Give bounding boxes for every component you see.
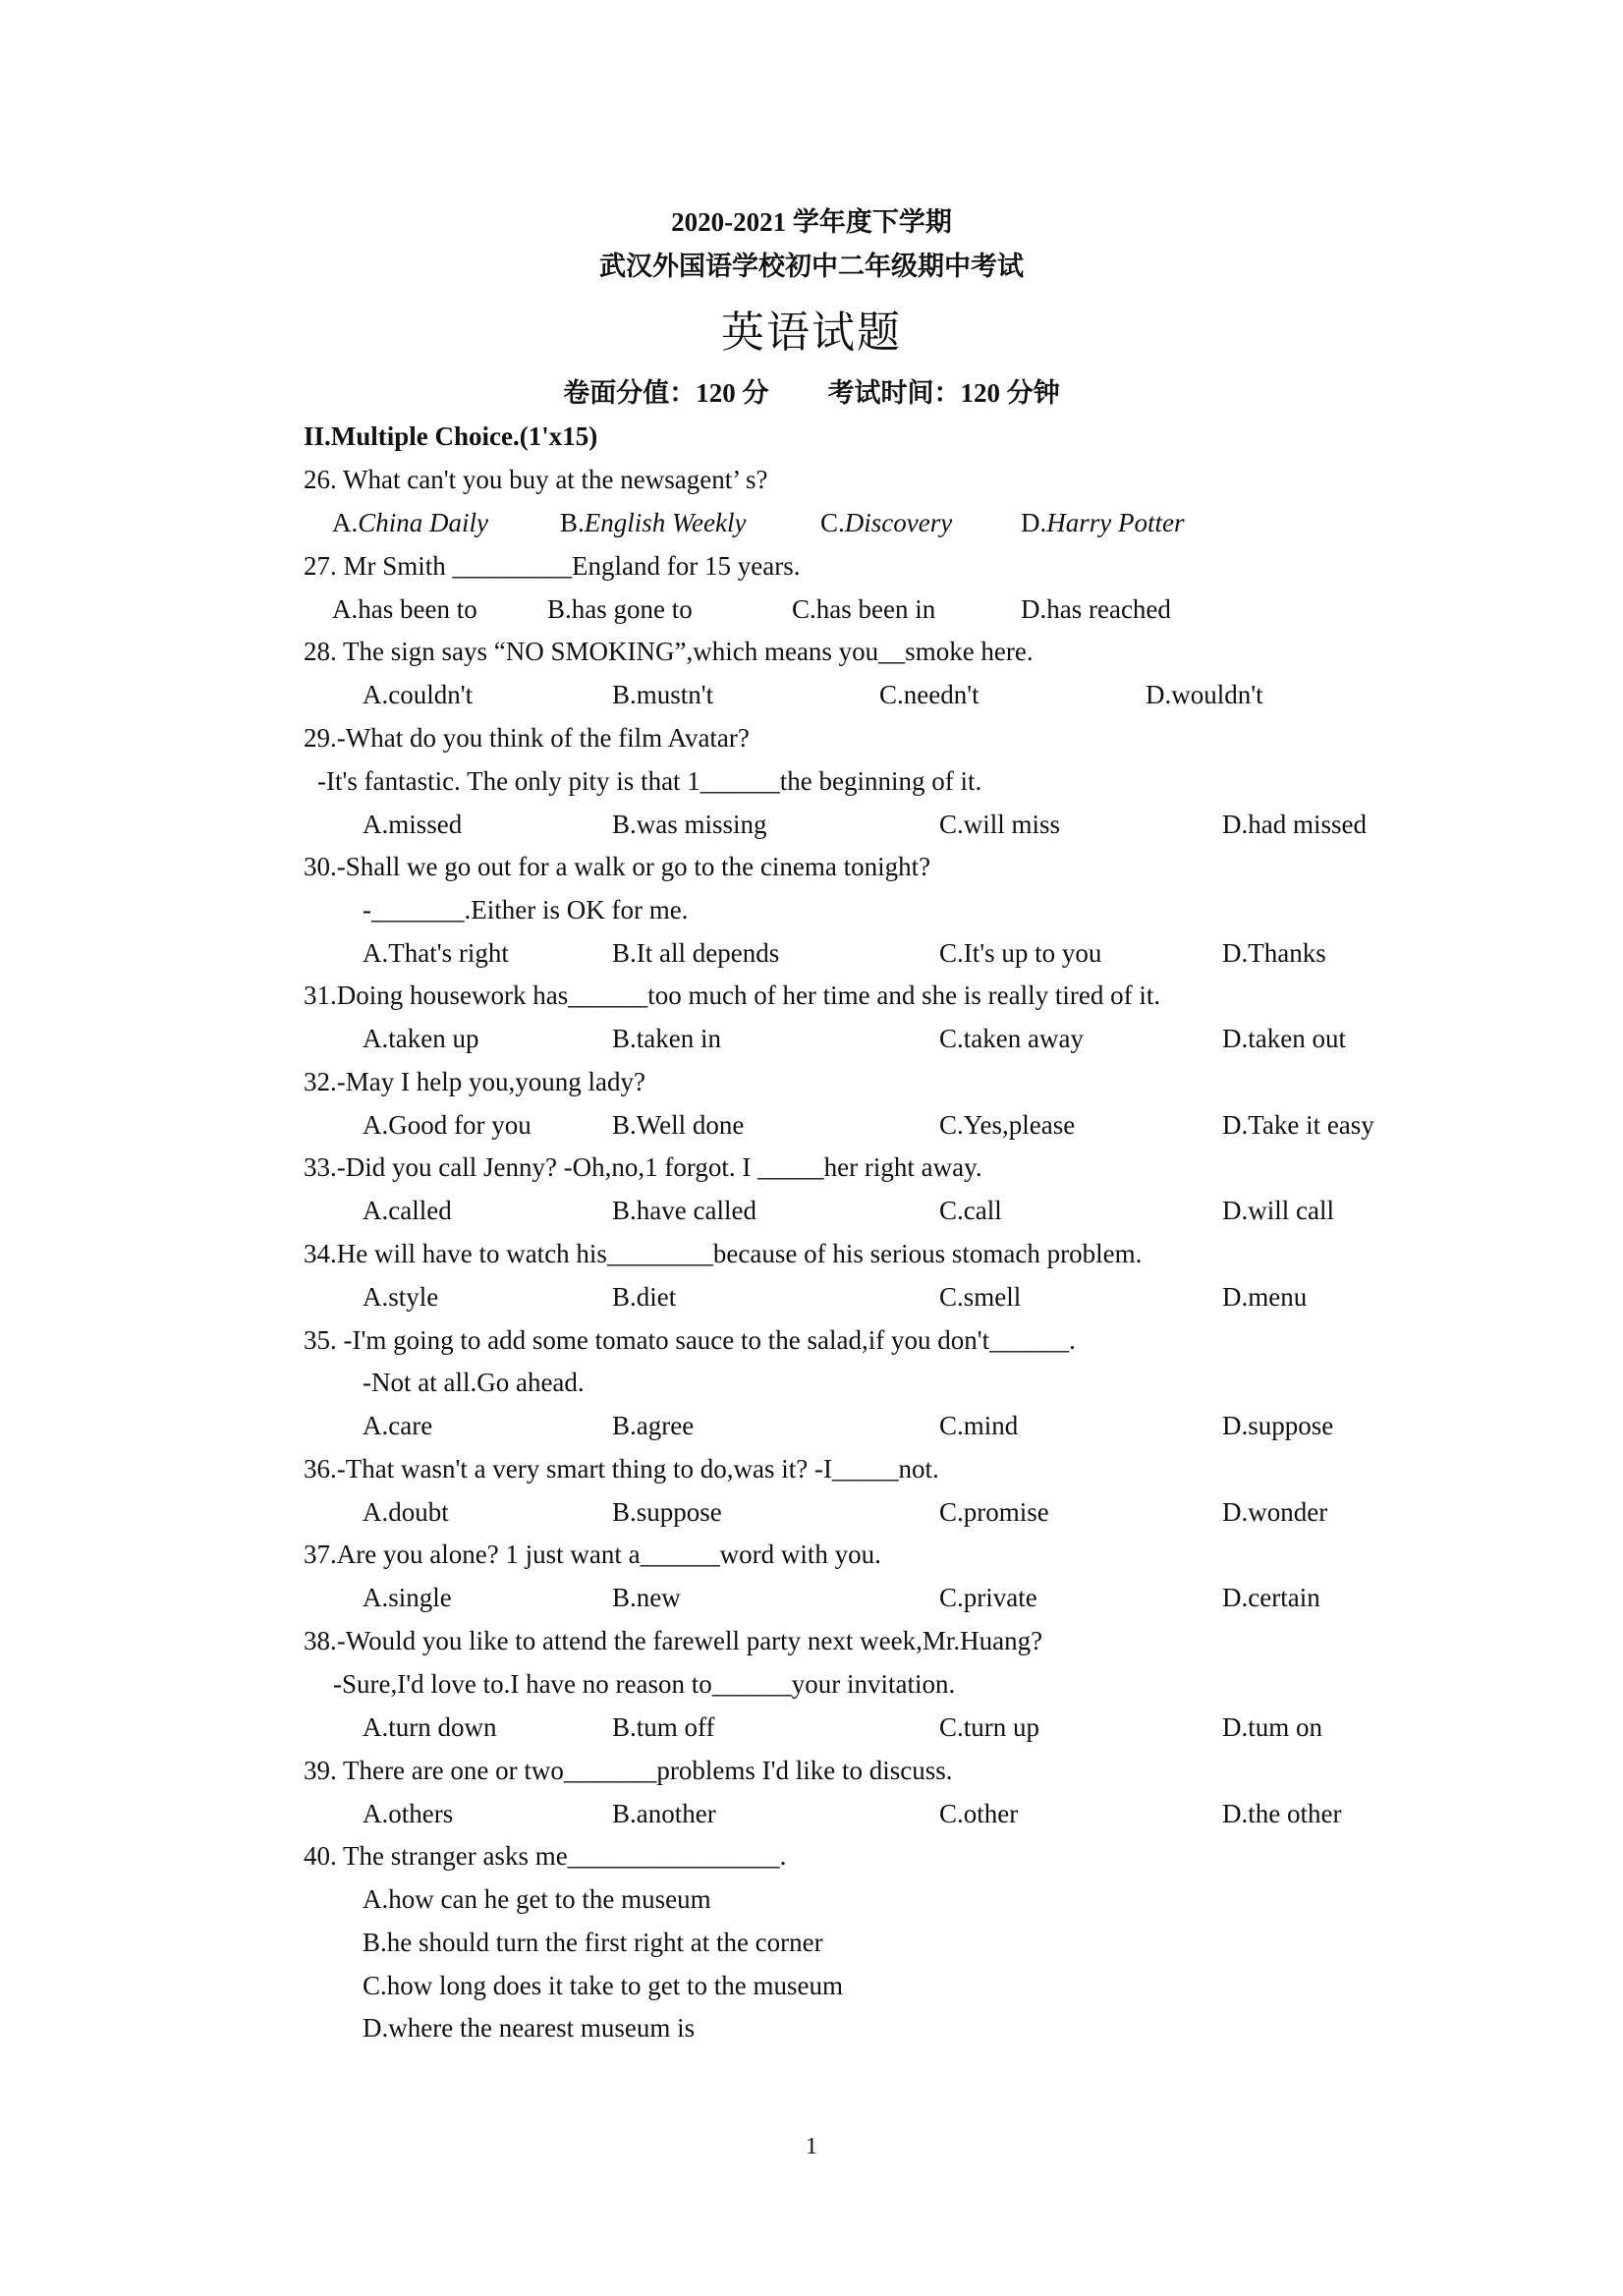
answer-option: D.wonder — [1222, 1497, 1328, 1527]
answer-option: B.diet — [612, 1282, 677, 1312]
answer-option: A.style — [363, 1282, 439, 1312]
answer-option: B.agree — [612, 1411, 695, 1440]
answer-option: A.Good for you — [363, 1110, 532, 1140]
question-stem: 32.-May I help you,young lady? — [304, 1067, 645, 1096]
answer-option: D.where the nearest museum is — [363, 2013, 696, 2043]
answer-option: C.promise — [939, 1497, 1049, 1527]
answer-option: C.private — [939, 1583, 1037, 1612]
answer-option: A.called — [363, 1196, 452, 1225]
answer-option: A.others — [363, 1799, 454, 1828]
answer-option: D.tum on — [1222, 1712, 1323, 1742]
answer-option: B.English Weekly — [560, 508, 747, 537]
question-stem: 29.-What do you think of the film Avatar? — [304, 723, 750, 753]
answer-option: D.certain — [1222, 1583, 1320, 1612]
answer-option: C.call — [939, 1196, 1002, 1225]
answer-option: C.how long does it take to get to the museum — [363, 1971, 843, 2000]
answer-option: D.menu — [1222, 1282, 1308, 1312]
answer-option: D.Thanks — [1222, 938, 1326, 968]
question-stem: 36.-That wasn't a very smart thing to do,was it? -I_____not. — [304, 1454, 939, 1484]
answer-option: A.China Daily — [332, 508, 488, 537]
answer-option: A.doubt — [363, 1497, 449, 1527]
section-title: II.Multiple Choice.(1'x15) — [304, 421, 598, 451]
answer-option: D.Take it easy — [1222, 1110, 1374, 1140]
question-stem: 33.-Did you call Jenny? -Oh,no,1 forgot. I _____her right away. — [304, 1152, 982, 1182]
answer-option: B.suppose — [612, 1497, 722, 1527]
answer-option: B.mustn't — [612, 680, 714, 709]
answer-option: A.That's right — [363, 938, 509, 968]
answer-option: A.couldn't — [363, 680, 474, 709]
answer-option: A.how can he get to the museum — [363, 1884, 711, 1914]
question-stem: 28. The sign says “NO SMOKING”,which means you__smoke here. — [304, 637, 1034, 666]
question-stem: 40. The stranger asks me________________. — [304, 1841, 787, 1871]
page-title: 英语试题 — [721, 308, 902, 357]
question-stem: -Sure,I'd love to.I have no reason to______your invitation. — [333, 1669, 956, 1699]
score-info: 卷面分值：120 分 — [563, 378, 769, 408]
answer-option: C.has been in — [792, 594, 936, 624]
answer-option: B.taken in — [612, 1024, 721, 1053]
school-year: 2020-2021 学年度下学期 — [671, 207, 952, 237]
answer-option: C.taken away — [939, 1024, 1084, 1053]
answer-option: C.Yes,please — [939, 1110, 1076, 1140]
answer-option: C.It's up to you — [939, 938, 1102, 968]
question-stem: -Not at all.Go ahead. — [363, 1368, 585, 1397]
answer-option: B.tum off — [612, 1712, 715, 1742]
answer-option: D.wouldn't — [1146, 680, 1263, 709]
answer-option: A.single — [363, 1583, 452, 1612]
question-stem: 26. What can't you buy at the newsagent’ s? — [304, 465, 768, 494]
answer-option: D.suppose — [1222, 1411, 1334, 1440]
answer-option: A.turn down — [363, 1712, 497, 1742]
answer-option: B.It all depends — [612, 938, 780, 968]
answer-option: B.have called — [612, 1196, 756, 1225]
answer-option: C.turn up — [939, 1712, 1040, 1742]
answer-option: B.another — [612, 1799, 716, 1828]
answer-option: C.other — [939, 1799, 1019, 1828]
answer-option: B.he should turn the first right at the corner — [363, 1928, 823, 1957]
question-stem: 30.-Shall we go out for a walk or go to the cinema tonight? — [304, 852, 931, 881]
exam-name: 武汉外国语学校初中二年级期中考试 — [599, 252, 1024, 281]
question-stem: 37.Are you alone? 1 just want a______word with you. — [304, 1540, 881, 1569]
answer-option: A.missed — [363, 810, 463, 839]
question-stem: 38.-Would you like to attend the farewell party next week,Mr.Huang? — [304, 1626, 1043, 1655]
answer-option: D.has reached — [1021, 594, 1171, 624]
answer-option: A.care — [363, 1411, 433, 1440]
answer-option: D.taken out — [1222, 1024, 1346, 1053]
question-stem: -_______.Either is OK for me. — [363, 895, 689, 924]
answer-option: A.has been to — [332, 594, 477, 624]
answer-option: C.will miss — [939, 810, 1061, 839]
answer-option: D.Harry Potter — [1021, 508, 1185, 537]
answer-option: D.will call — [1222, 1196, 1334, 1225]
answer-option: C.Discovery — [820, 508, 953, 537]
question-stem: -It's fantastic. The only pity is that 1______the beginning of it. — [317, 766, 982, 796]
question-stem: 27. Mr Smith _________England for 15 years. — [304, 551, 801, 581]
answer-option: B.new — [612, 1583, 681, 1612]
answer-option: C.mind — [939, 1411, 1019, 1440]
time-info: 考试时间：120 分钟 — [827, 378, 1060, 408]
answer-option: B.was missing — [612, 810, 767, 839]
answer-option: D.had missed — [1222, 810, 1367, 839]
question-stem: 35. -I'm going to add some tomato sauce to the salad,if you don't______. — [304, 1325, 1076, 1355]
answer-option: B.has gone to — [547, 594, 693, 624]
question-stem: 34.He will have to watch his________because of his serious stomach problem. — [304, 1239, 1143, 1268]
page-number: 1 — [806, 2134, 817, 2159]
answer-option: C.smell — [939, 1282, 1022, 1312]
answer-option: C.needn't — [879, 680, 979, 709]
question-stem: 31.Doing housework has______too much of her time and she is really tired of it. — [304, 980, 1161, 1010]
question-stem: 39. There are one or two_______problems I'd like to discuss. — [304, 1756, 953, 1785]
answer-option: A.taken up — [363, 1024, 479, 1053]
answer-option: D.the other — [1222, 1799, 1342, 1828]
answer-option: B.Well done — [612, 1110, 745, 1140]
